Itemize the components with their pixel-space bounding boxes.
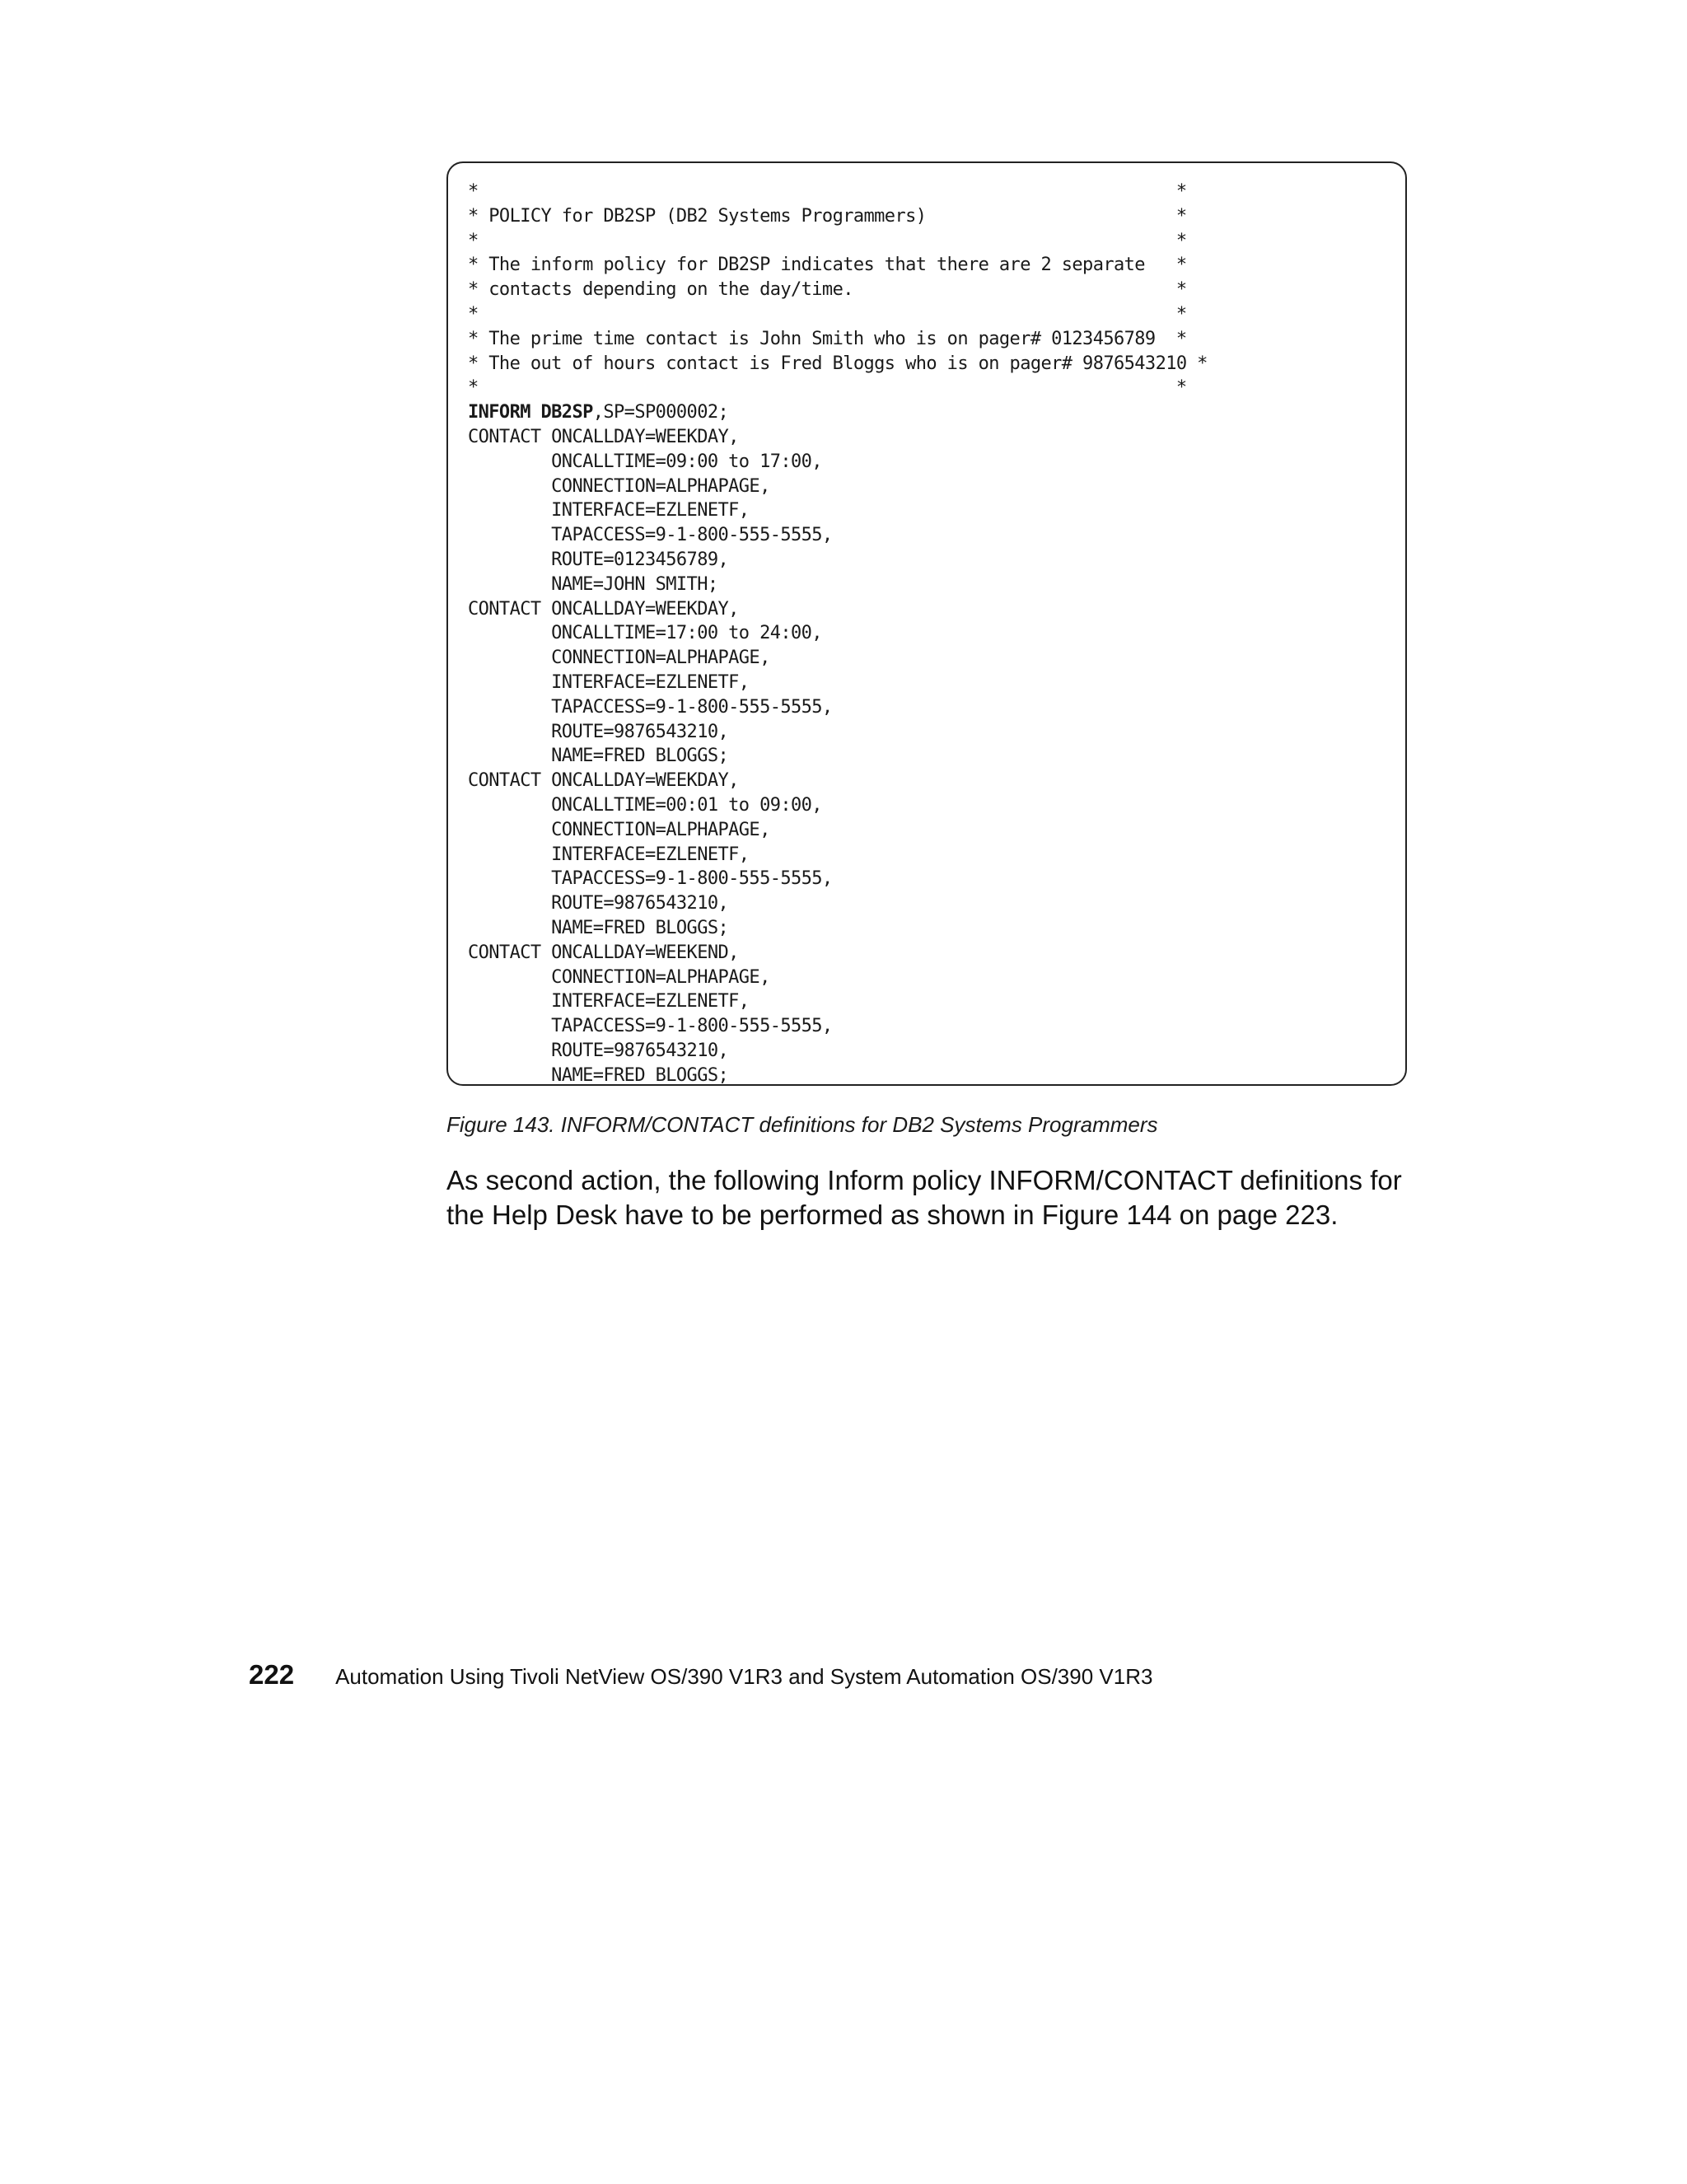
code-text: CONTACT ONCALLDAY=WEEKEND, — [468, 942, 739, 963]
code-line — [468, 720, 1405, 745]
code-text: * contacts depending on the day/time. * — [468, 279, 1187, 301]
code-text: CONNECTION=ALPHAPAGE, — [468, 819, 770, 840]
code-line — [468, 966, 1405, 990]
figure-caption: Figure 143. INFORM/CONTACT definitions for DB2 Systems Programmers — [446, 1112, 1158, 1137]
code-text: ROUTE=9876543210, — [468, 721, 729, 742]
code-line — [468, 621, 1405, 646]
code-line — [468, 475, 1405, 499]
code-text: * * — [468, 181, 1187, 202]
code-line — [468, 597, 1405, 622]
code-line — [468, 548, 1405, 573]
code-line — [468, 400, 1405, 425]
code-text: CONNECTION=ALPHAPAGE, — [468, 966, 770, 988]
code-text: ONCALLTIME=17:00 to 24:00, — [468, 623, 822, 644]
code-text: * The out of hours contact is Fred Bloggs who is on pager# 9876543210 * — [468, 353, 1208, 374]
code-text: * POLICY for DB2SP (DB2 Systems Programmers) * — [468, 205, 1187, 227]
paragraph-text: As second action, the following Inform policy INFORM/CONTACT definitions for the Help Desk have to be performed as shown in — [446, 1165, 1402, 1230]
code-text: NAME=FRED BLOGGS; — [468, 917, 729, 938]
code-text: * * — [468, 377, 1187, 399]
code-text: TAPACCESS=9-1-800-555-5555, — [468, 696, 833, 718]
code-line — [468, 204, 1405, 229]
code-text: * The prime time contact is John Smith who is on pager# 0123456789 * — [468, 328, 1187, 349]
code-text: INTERFACE=EZLENETF, — [468, 500, 750, 521]
code-line — [468, 941, 1405, 966]
code-text: ONCALLTIME=09:00 to 17:00, — [468, 451, 822, 472]
code-keyword: INFORM DB2SP — [468, 402, 593, 423]
code-listing — [468, 180, 1405, 1087]
code-text: INTERFACE=EZLENETF, — [468, 671, 750, 693]
code-text: TAPACCESS=9-1-800-555-5555, — [468, 868, 833, 890]
code-line — [468, 769, 1405, 793]
paragraph-end: . — [1330, 1200, 1339, 1230]
code-text: * The inform policy for DB2SP indicates that there are 2 separate * — [468, 255, 1187, 276]
code-line — [468, 989, 1405, 1014]
code-line — [468, 891, 1405, 916]
code-line — [468, 671, 1405, 695]
code-text: NAME=FRED BLOGGS; — [468, 746, 729, 767]
code-line — [468, 229, 1405, 254]
code-line — [468, 425, 1405, 450]
code-figure-box — [446, 161, 1407, 1086]
code-line — [468, 376, 1405, 400]
code-text: CONTACT ONCALLDAY=WEEKDAY, — [468, 426, 739, 447]
code-text: ROUTE=9876543210, — [468, 1040, 729, 1061]
page-number: 222 — [249, 1659, 295, 1690]
code-text: * * — [468, 230, 1187, 251]
code-text: TAPACCESS=9-1-800-555-5555, — [468, 525, 833, 546]
code-line — [468, 450, 1405, 475]
body-paragraph — [446, 1163, 1435, 1232]
running-title: Automation Using Tivoli NetView OS/390 V1R3 and System Automation OS/390 V1R3 — [335, 1664, 1153, 1689]
code-line — [468, 646, 1405, 671]
code-line — [468, 302, 1405, 327]
code-line — [468, 523, 1405, 548]
code-text: INTERFACE=EZLENETF, — [468, 844, 750, 865]
code-line — [468, 916, 1405, 941]
code-text: INTERFACE=EZLENETF, — [468, 991, 750, 1012]
code-text: ROUTE=9876543210, — [468, 893, 729, 914]
code-line — [468, 867, 1405, 891]
code-text: ROUTE=0123456789, — [468, 549, 729, 570]
code-text: ,SP=SP000002; — [592, 402, 729, 423]
code-text: TAPACCESS=9-1-800-555-5555, — [468, 1016, 833, 1037]
code-line — [468, 793, 1405, 818]
code-text: CONNECTION=ALPHAPAGE, — [468, 648, 770, 669]
code-line — [468, 1064, 1405, 1088]
code-text: CONNECTION=ALPHAPAGE, — [468, 475, 770, 497]
code-text: NAME=FRED BLOGGS; — [468, 1064, 729, 1086]
code-text: ONCALLTIME=00:01 to 09:00, — [468, 794, 822, 816]
code-line — [468, 253, 1405, 278]
code-line — [468, 573, 1405, 597]
figure-reference-link[interactable]: Figure 144 on page 223 — [1041, 1200, 1331, 1230]
code-line — [468, 352, 1405, 376]
page-footer — [249, 1659, 1152, 1691]
code-line — [468, 818, 1405, 843]
code-line — [468, 843, 1405, 868]
code-line — [468, 327, 1405, 352]
code-text: NAME=JOHN SMITH; — [468, 573, 718, 595]
code-line — [468, 498, 1405, 523]
code-line — [468, 1039, 1405, 1064]
code-line — [468, 180, 1405, 204]
code-text: CONTACT ONCALLDAY=WEEKDAY, — [468, 598, 739, 620]
code-text: CONTACT ONCALLDAY=WEEKDAY, — [468, 770, 739, 792]
code-line — [468, 278, 1405, 302]
code-line — [468, 744, 1405, 769]
code-text: * * — [468, 303, 1187, 325]
code-line — [468, 695, 1405, 720]
code-line — [468, 1014, 1405, 1039]
